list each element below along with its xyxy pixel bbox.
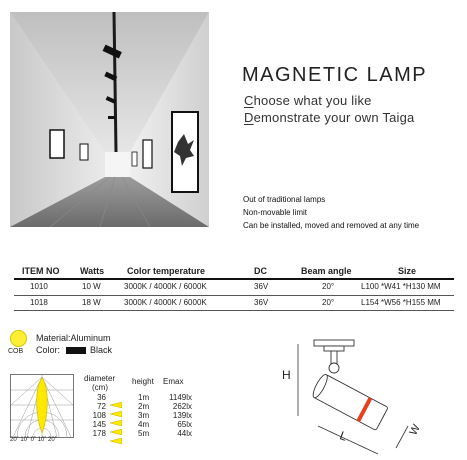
header-item-no: ITEM NO (22, 266, 60, 276)
photometric-height: 4m (138, 420, 150, 429)
dimension-drawing (278, 330, 458, 455)
color-swatch (66, 347, 86, 354)
photometric-diameter: 108 (92, 411, 106, 420)
header-color-temperature: Color temperature (127, 266, 206, 276)
photometric-header-emax: Emax (163, 377, 184, 386)
feature-1: Out of traditional lamps (243, 195, 326, 204)
dimension-label-h: H (282, 368, 291, 382)
cell-watts: 18 W (82, 298, 101, 307)
photometric-height: 1m (138, 393, 150, 402)
spec-table-header (14, 264, 454, 278)
cell-dc: 36V (254, 282, 269, 291)
photometric-emax: 44lx (177, 429, 192, 438)
dimension-label-w: W (407, 422, 423, 438)
cob-label: COB (8, 348, 24, 355)
photometric-height: 2m (138, 402, 150, 411)
subtitle-line-1: Choose what you like (244, 93, 372, 108)
photometric-diameter: 36 (97, 393, 106, 402)
header-beam-angle: Beam angle (301, 266, 352, 276)
table-row (14, 296, 454, 310)
feature-3: Can be installed, moved and removed at any time (243, 221, 420, 230)
header-dc: DC (254, 266, 267, 276)
row-divider (14, 310, 454, 311)
cell-size: L154 *W56 *H155 MM (361, 298, 441, 307)
cob-chip-icon (10, 330, 27, 347)
photometric-height: 3m (138, 411, 150, 420)
cell-dc: 36V (254, 298, 269, 307)
cell-watts: 10 W (82, 282, 101, 291)
dimension-label-l: L (337, 428, 349, 444)
cell-color-temperature: 3000K / 4000K / 6000K (124, 298, 207, 307)
photometric-height: 5m (138, 429, 150, 438)
photometric-emax: 65lx (177, 420, 192, 429)
cell-color-temperature: 3000K / 4000K / 6000K (124, 282, 207, 291)
subtitle-line-2: Demonstrate your own Taiga (244, 110, 415, 125)
cell-item-no: 1018 (30, 298, 48, 307)
photometric-diameter: 72 (97, 402, 106, 411)
beam-cone-icon (110, 431, 122, 449)
cell-beam-angle: 20° (322, 298, 335, 307)
photometric-diameter: 145 (92, 420, 106, 429)
cell-beam-angle: 20° (322, 282, 335, 291)
color-value: Black (90, 345, 113, 355)
photometric-emax: 262lx (172, 402, 192, 411)
photometric-header-height: height (132, 377, 154, 386)
cell-item-no: 1010 (30, 282, 48, 291)
photometric-header-diameter: diameter (84, 374, 116, 383)
color-label: Color: (36, 345, 61, 355)
beam-axis-labels: 20˚ 10˚ 0˚ 10˚ 20˚ (10, 437, 57, 443)
table-row (14, 280, 454, 294)
product-hero-image (10, 12, 209, 227)
cell-size: L100 *W41 *H130 MM (361, 282, 441, 291)
photometric-emax: 139lx (172, 411, 192, 420)
photometric-diameter: 178 (92, 429, 106, 438)
header-size: Size (398, 266, 417, 276)
photometric-header-unit: (cm) (92, 383, 108, 392)
header-watts: Watts (80, 266, 105, 276)
feature-2: Non-movable limit (243, 208, 308, 217)
material-text: Material:Aluminum (36, 333, 111, 343)
beam-angle-diagram (10, 374, 74, 438)
photometric-emax: 1149lx (169, 393, 192, 402)
page-title: MAGNETIC LAMP (242, 64, 428, 86)
